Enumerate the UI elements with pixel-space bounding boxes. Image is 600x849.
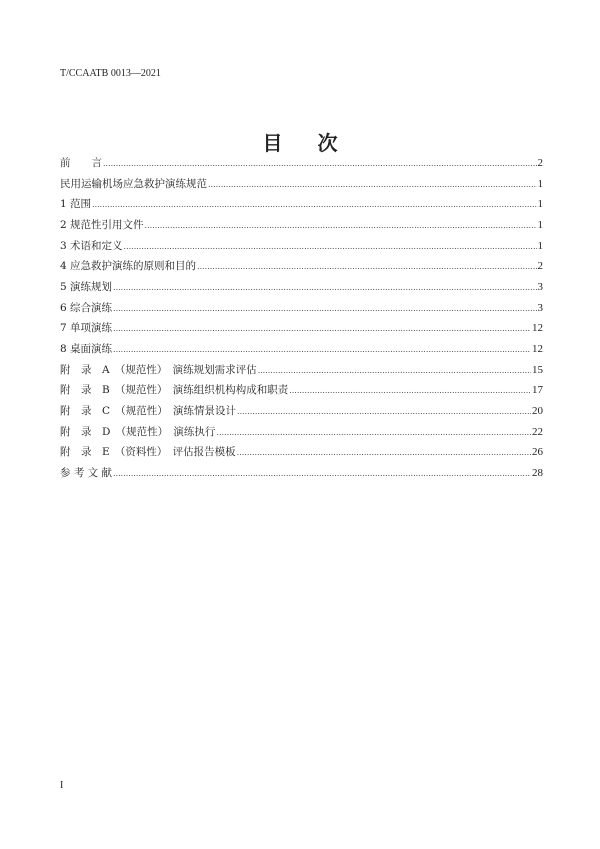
dot-leader	[113, 342, 531, 358]
toc-entry[interactable]	[60, 217, 543, 238]
toc-entry-label: 4 应急救护演练的原则和目的	[60, 260, 197, 273]
dot-leader	[216, 425, 531, 441]
dot-leader	[113, 466, 531, 482]
toc-entry[interactable]	[60, 465, 543, 486]
dot-leader	[145, 218, 537, 234]
dot-leader	[124, 239, 537, 255]
dot-leader	[92, 197, 536, 213]
toc-entry-label: 6 综合演练	[60, 301, 113, 314]
dot-leader	[113, 321, 531, 337]
toc-entry-label: 附 录 D （规范性） 演练执行	[60, 425, 216, 438]
toc-entry-page: 1	[537, 177, 543, 190]
document-code: T/CCAATB 0013—2021	[60, 68, 161, 79]
toc-entry[interactable]	[60, 362, 543, 383]
toc-entry-label: 附 录 E （资料性） 评估报告模板	[60, 446, 236, 459]
toc-entry-label: 附 录 B （规范性） 演练组织机构构成和职责	[60, 384, 289, 397]
dot-leader	[197, 259, 536, 275]
toc-entry-label: 8 桌面演练	[60, 342, 113, 355]
toc-entry[interactable]	[60, 444, 543, 465]
toc-entry[interactable]	[60, 155, 543, 176]
dot-leader	[103, 156, 537, 172]
page-number: I	[60, 780, 64, 791]
toc-entry[interactable]	[60, 320, 543, 341]
dot-leader	[113, 280, 536, 296]
toc-entry[interactable]	[60, 341, 543, 362]
toc-entry-label: 附 录 A （规范性） 演练规划需求评估	[60, 363, 257, 376]
dot-leader	[289, 383, 531, 399]
toc-entry-page: 26	[532, 446, 543, 459]
toc-entry-page: 1	[537, 239, 543, 252]
toc-entry-page: 22	[532, 425, 543, 438]
table-of-contents	[60, 155, 543, 486]
toc-entry-page: 28	[532, 466, 543, 479]
toc-entry-label: 1 范围	[60, 198, 92, 211]
toc-entry-page: 3	[537, 301, 543, 314]
toc-entry[interactable]	[60, 196, 543, 217]
toc-entry[interactable]	[60, 300, 543, 321]
toc-entry-page: 15	[532, 363, 543, 376]
toc-entry-label: 前 言	[60, 157, 102, 169]
toc-entry-label: 5 演练规划	[60, 280, 113, 293]
dot-leader	[237, 404, 531, 420]
toc-entry[interactable]	[60, 258, 543, 279]
page-title: 目 次	[262, 131, 352, 155]
toc-entry-page: 2	[537, 260, 543, 273]
toc-entry[interactable]	[60, 176, 543, 197]
toc-entry[interactable]	[60, 238, 543, 259]
dot-leader	[258, 363, 531, 379]
toc-entry-label: 参 考 文 献	[60, 466, 113, 479]
toc-entry-page: 1	[537, 218, 543, 231]
toc-entry-label: 附 录 C （规范性） 演练情景设计	[60, 404, 237, 417]
toc-entry[interactable]	[60, 424, 543, 445]
toc-entry-page: 12	[532, 322, 543, 335]
dot-leader	[208, 177, 537, 193]
toc-entry-label: 2 规范性引用文件	[60, 218, 144, 231]
toc-entry-label: 7 单项演练	[60, 322, 113, 335]
toc-entry[interactable]	[60, 279, 543, 300]
toc-entry-page: 17	[532, 384, 543, 397]
dot-leader	[237, 445, 531, 461]
dot-leader	[113, 301, 536, 317]
toc-entry-label: 3 术语和定义	[60, 239, 123, 252]
toc-entry-page: 3	[537, 280, 543, 293]
toc-entry-page: 2	[537, 157, 543, 169]
toc-entry-page: 12	[532, 342, 543, 355]
toc-entry-page: 20	[532, 404, 543, 417]
toc-entry-label: 民用运输机场应急救护演练规范	[60, 177, 207, 190]
toc-entry-page: 1	[537, 198, 543, 211]
toc-entry[interactable]	[60, 403, 543, 424]
toc-entry[interactable]	[60, 382, 543, 403]
